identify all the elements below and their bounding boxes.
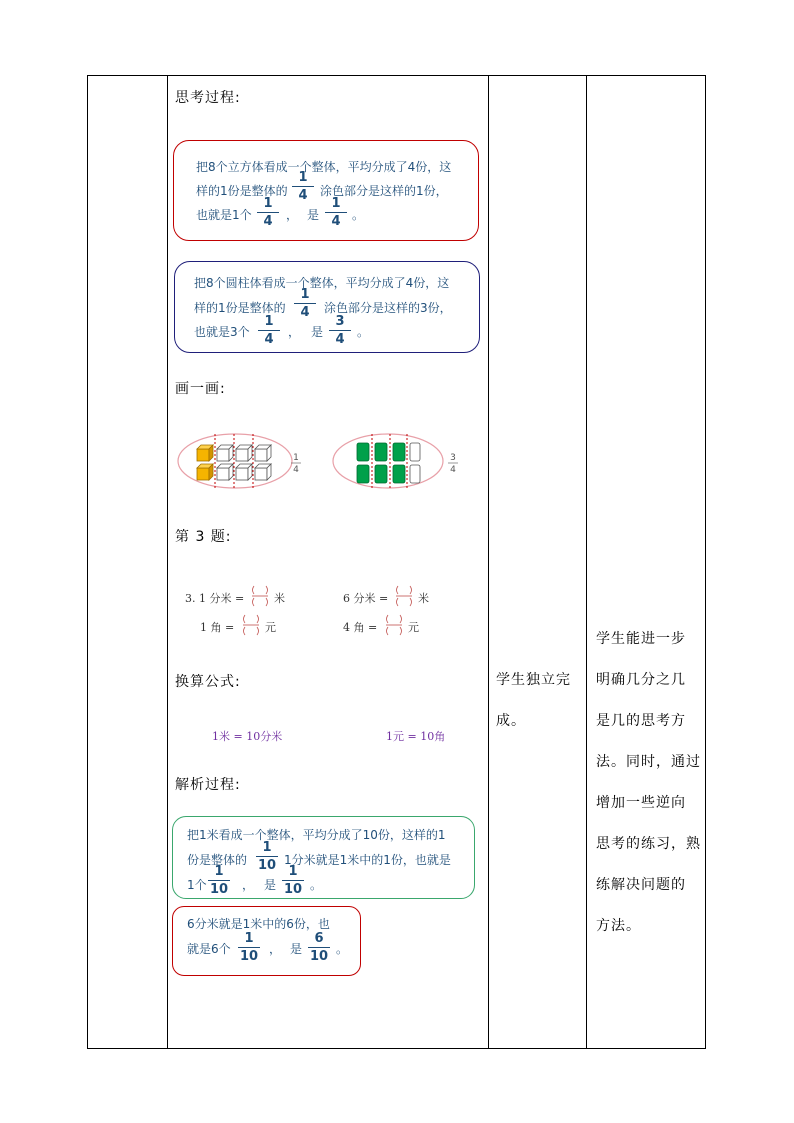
fraction-drawing <box>175 428 475 496</box>
heading-thinking: 思考过程: <box>175 90 241 106</box>
heading-analysis: 解析过程: <box>175 777 241 793</box>
col3-line2: 成。 <box>496 713 526 729</box>
col4-line: 练解决问题的 <box>596 877 686 893</box>
box3-line3b: ， <box>242 878 255 892</box>
box2-line2b: 涂色部分是这样的3份， <box>324 301 452 315</box>
box3-line3c: 是 <box>264 878 277 892</box>
exercise-row2-right-unit: 元 <box>408 621 419 634</box>
box4-fraction-a: 1 10 <box>239 931 259 964</box>
exercise-row1-right-unit: 米 <box>418 592 429 605</box>
column-divider <box>586 76 587 1048</box>
box1-line3d: 。 <box>352 208 365 222</box>
box2-line1: 把8个圆柱体看成一个整体，平均分成了4份，这 <box>194 276 450 290</box>
cube-fraction-label <box>291 453 301 475</box>
heading-q3: 第 3 题: <box>175 529 232 545</box>
exercise-row1-left: 3. 1 分米 = <box>185 592 245 605</box>
box4-line2a: 就是6个 <box>187 942 231 956</box>
box2-fraction-a: 1 4 <box>294 287 316 320</box>
cube-group <box>178 434 292 490</box>
cylinder-group <box>333 434 443 490</box>
box2-line2a: 样的1份是整体的 <box>194 301 286 315</box>
box2-line3c: 是 <box>311 325 324 339</box>
col4-line: 明确几分之几 <box>596 672 686 688</box>
col4-line: 学生能进一步 <box>596 631 686 647</box>
box1-line3b: ， <box>286 208 299 222</box>
box4-line2b: ， <box>269 942 282 956</box>
cube-fraction-num: 1 <box>293 453 299 463</box>
formula-meter: 1米 = 10分米 <box>212 730 283 743</box>
box2-fraction-b: 1 4 <box>258 314 280 347</box>
box1-line3a: 也就是1个 <box>196 208 252 222</box>
box2-line3b: ， <box>288 325 301 339</box>
box1-fraction-a: 1 4 <box>292 170 314 203</box>
box3-fraction-a: 1 10 <box>257 840 277 873</box>
blank-fraction-icon[interactable] <box>393 584 415 608</box>
col4-line: 方法。 <box>596 918 641 934</box>
col4-line: 增加一些逆向 <box>596 795 686 811</box>
cylinder-empty-icon <box>410 443 420 483</box>
column-divider <box>488 76 489 1048</box>
cylinder-fraction-den: 4 <box>450 465 456 475</box>
box4-line1: 6分米就是1米中的6份，也 <box>187 917 330 931</box>
blank-fraction-icon[interactable] <box>240 613 262 637</box>
heading-draw: 画一画: <box>175 381 226 397</box>
formula-yuan: 1元 = 10角 <box>386 730 446 743</box>
column-divider <box>167 76 168 1048</box>
box3-fraction-b: 1 10 <box>209 864 229 897</box>
box3-line3a: 1个 <box>187 878 207 892</box>
box3-line2a: 份是整体的 <box>187 853 248 867</box>
cube-shaded-icon <box>197 445 213 480</box>
cube-fraction-den: 4 <box>293 465 299 475</box>
heading-formula: 换算公式: <box>175 674 241 690</box>
exercise-row2-left-unit: 元 <box>265 621 276 634</box>
box3-fraction-c: 1 10 <box>283 864 303 897</box>
box1-line2a: 样的1份是整体的 <box>196 184 288 198</box>
exercise-row2-right: 4 角 = <box>343 621 378 634</box>
cylinder-fraction-label <box>448 453 458 475</box>
box3-line2b: 1分米就是1米中的1份，也就是 <box>284 853 451 867</box>
box1-line1: 把8个立方体看成一个整体，平均分成了4份，这 <box>196 160 452 174</box>
box4-fraction-b: 6 10 <box>309 931 329 964</box>
box2-fraction-c: 3 4 <box>329 314 351 347</box>
box2-line3d: 。 <box>357 325 370 339</box>
blank-fraction-icon[interactable] <box>249 584 271 608</box>
exercise-row2-left: 1 角 = <box>200 621 235 634</box>
box4-line2c: 是 <box>290 942 303 956</box>
box1-line3c: 是 <box>307 208 320 222</box>
box4-line2d: 。 <box>336 942 349 956</box>
box2-line3a: 也就是3个 <box>194 325 250 339</box>
box3-line3d: 。 <box>310 878 323 892</box>
col3-line1: 学生独立完 <box>496 672 571 688</box>
box1-line2b: 涂色部分是这样的1份， <box>320 184 448 198</box>
box1-fraction-b: 1 4 <box>257 196 279 229</box>
box3-line1: 把1米看成一个整体，平均分成了10份，这样的1 <box>187 828 446 842</box>
col4-line: 法。同时，通过 <box>596 754 701 770</box>
blank-fraction-icon[interactable] <box>383 613 405 637</box>
exercise-row1-right: 6 分米 = <box>343 592 389 605</box>
col4-line: 思考的练习，熟 <box>596 836 701 852</box>
cylinder-fraction-num: 3 <box>450 453 456 463</box>
box1-fraction-c: 1 4 <box>325 196 347 229</box>
exercise-row1-left-unit: 米 <box>274 592 285 605</box>
col4-line: 是几的思考方 <box>596 713 686 729</box>
cube-empty-icon <box>217 445 271 480</box>
divider-lines <box>215 434 253 490</box>
cylinder-shaded-icon <box>357 443 405 483</box>
